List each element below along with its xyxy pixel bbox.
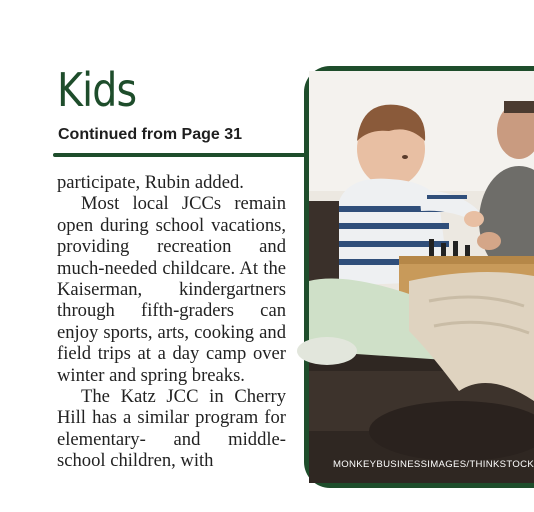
continued-page-link[interactable]: Page 31: [181, 126, 243, 143]
section-title: Kids: [57, 63, 137, 117]
continued-line: [58, 126, 242, 144]
continued-prefix: Continued from: [58, 126, 182, 143]
article-body: [57, 172, 286, 512]
photo-illustration: [309, 71, 534, 483]
article-paragraph: The Katz JCC in Cherry Hill has a similar program for elementary- and middle-school children, with: [57, 386, 286, 472]
section-divider: [53, 153, 318, 157]
photo-credit: MONKEYBUSINESSIMAGES/THINKSTOCK: [333, 459, 534, 470]
article-paragraph: participate, Rubin added.: [57, 172, 244, 193]
article-photo: [304, 66, 534, 488]
article-paragraph: Most local JCCs remain open during school vacations, providing recreation and much-needed childcare. At the Kaiserman, kindergartners through fifth-graders can enjoy sports, arts, cooking and field trips at a day camp over winter and spring breaks.: [57, 193, 286, 386]
